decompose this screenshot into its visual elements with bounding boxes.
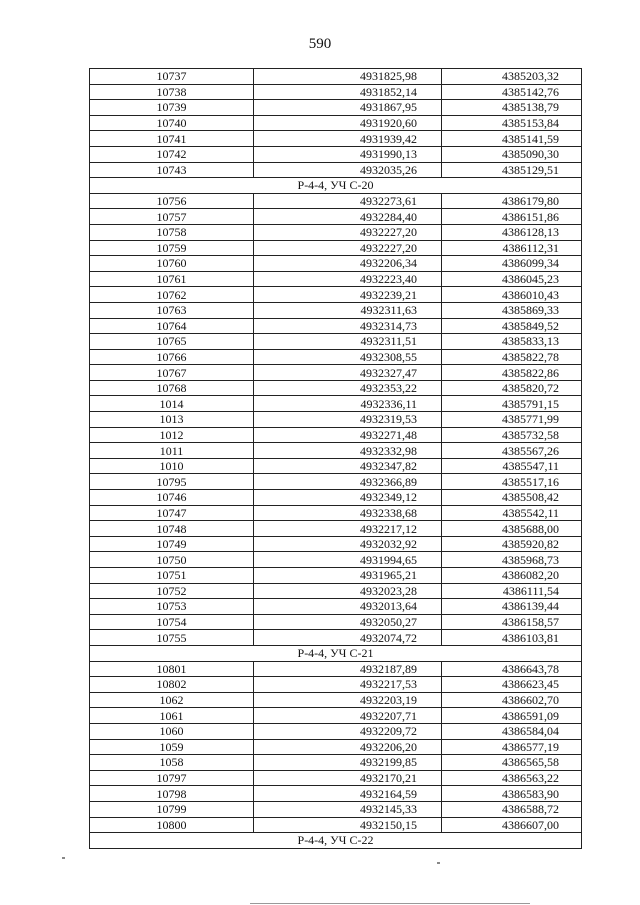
y-coordinate-cell: 4385968,73 (442, 552, 582, 568)
point-number-cell: 10750 (90, 552, 254, 568)
x-coordinate-cell: 4932074,72 (254, 630, 442, 646)
y-coordinate-cell: 4386643,78 (442, 661, 582, 677)
table-row (90, 240, 582, 256)
y-coordinate-cell: 4386139,44 (442, 599, 582, 615)
table-row (90, 817, 582, 833)
point-number-cell: 1013 (90, 412, 254, 428)
y-coordinate-cell: 4386103,81 (442, 630, 582, 646)
point-number-cell: 10742 (90, 146, 254, 162)
point-number-cell: 10738 (90, 84, 254, 100)
y-coordinate-cell: 4386179,80 (442, 193, 582, 209)
x-coordinate-cell: 4932347,82 (254, 458, 442, 474)
point-number-cell: 10797 (90, 770, 254, 786)
point-number-cell: 10737 (90, 69, 254, 85)
table-row (90, 583, 582, 599)
point-number-cell: 1062 (90, 692, 254, 708)
table-row (90, 661, 582, 677)
x-coordinate-cell: 4932332,98 (254, 443, 442, 459)
table-row (90, 256, 582, 272)
x-coordinate-cell: 4931825,98 (254, 69, 442, 85)
y-coordinate-cell: 4385508,42 (442, 490, 582, 506)
x-coordinate-cell: 4932227,20 (254, 240, 442, 256)
point-number-cell: 10801 (90, 661, 254, 677)
y-coordinate-cell: 4385849,52 (442, 318, 582, 334)
scan-edge-line (250, 903, 530, 904)
table-row (90, 100, 582, 116)
y-coordinate-cell: 4386602,70 (442, 692, 582, 708)
y-coordinate-cell: 4386045,23 (442, 271, 582, 287)
x-coordinate-cell: 4932311,63 (254, 302, 442, 318)
y-coordinate-cell: 4386112,31 (442, 240, 582, 256)
point-number-cell: 10766 (90, 349, 254, 365)
point-number-cell: 1010 (90, 458, 254, 474)
x-coordinate-cell: 4932206,20 (254, 739, 442, 755)
y-coordinate-cell: 4386082,20 (442, 568, 582, 584)
x-coordinate-cell: 4932319,53 (254, 412, 442, 428)
x-coordinate-cell: 4931867,95 (254, 100, 442, 116)
y-coordinate-cell: 4385920,82 (442, 536, 582, 552)
x-coordinate-cell: 4932308,55 (254, 349, 442, 365)
coordinates-table (89, 68, 582, 849)
y-coordinate-cell: 4385567,26 (442, 443, 582, 459)
point-number-cell: 10802 (90, 677, 254, 693)
table-row (90, 334, 582, 350)
point-number-cell: 10748 (90, 521, 254, 537)
point-number-cell: 1060 (90, 723, 254, 739)
x-coordinate-cell: 4932013,64 (254, 599, 442, 615)
point-number-cell: 10743 (90, 162, 254, 178)
x-coordinate-cell: 4932209,72 (254, 723, 442, 739)
point-number-cell: 10765 (90, 334, 254, 350)
x-coordinate-cell: 4932207,71 (254, 708, 442, 724)
section-header-row (90, 178, 582, 194)
point-number-cell: 10754 (90, 614, 254, 630)
x-coordinate-cell: 4932217,53 (254, 677, 442, 693)
y-coordinate-cell: 4386623,45 (442, 677, 582, 693)
point-number-cell: 1014 (90, 396, 254, 412)
table-row (90, 224, 582, 240)
point-number-cell: 10767 (90, 365, 254, 381)
x-coordinate-cell: 4932206,34 (254, 256, 442, 272)
table-row (90, 69, 582, 85)
point-number-cell: 10800 (90, 817, 254, 833)
table-row (90, 396, 582, 412)
table-row (90, 474, 582, 490)
table-row (90, 84, 582, 100)
x-coordinate-cell: 4931920,60 (254, 115, 442, 131)
y-coordinate-cell: 4385547,11 (442, 458, 582, 474)
x-coordinate-cell: 4932284,40 (254, 209, 442, 225)
x-coordinate-cell: 4932353,22 (254, 380, 442, 396)
x-coordinate-cell: 4932150,15 (254, 817, 442, 833)
point-number-cell: 10753 (90, 599, 254, 615)
table-row (90, 458, 582, 474)
point-number-cell: 10741 (90, 131, 254, 147)
point-number-cell: 1059 (90, 739, 254, 755)
x-coordinate-cell: 4931965,21 (254, 568, 442, 584)
x-coordinate-cell: 4932032,92 (254, 536, 442, 552)
y-coordinate-cell: 4386565,58 (442, 755, 582, 771)
y-coordinate-cell: 4385771,99 (442, 412, 582, 428)
table-row (90, 443, 582, 459)
point-number-cell: 10768 (90, 380, 254, 396)
table-row (90, 427, 582, 443)
table-row (90, 677, 582, 693)
table-row (90, 162, 582, 178)
y-coordinate-cell: 4385517,16 (442, 474, 582, 490)
x-coordinate-cell: 4932366,89 (254, 474, 442, 490)
table-row (90, 786, 582, 802)
y-coordinate-cell: 4385688,00 (442, 521, 582, 537)
y-coordinate-cell: 4386577,19 (442, 739, 582, 755)
point-number-cell: 10799 (90, 801, 254, 817)
table-row (90, 708, 582, 724)
table-row (90, 614, 582, 630)
table-row (90, 536, 582, 552)
scan-speck (62, 857, 65, 859)
y-coordinate-cell: 4386010,43 (442, 287, 582, 303)
point-number-cell: 10756 (90, 193, 254, 209)
point-number-cell: 10751 (90, 568, 254, 584)
x-coordinate-cell: 4932227,20 (254, 224, 442, 240)
x-coordinate-cell: 4932336,11 (254, 396, 442, 412)
y-coordinate-cell: 4385732,58 (442, 427, 582, 443)
point-number-cell: 10762 (90, 287, 254, 303)
table-row (90, 349, 582, 365)
point-number-cell: 10747 (90, 505, 254, 521)
x-coordinate-cell: 4932145,33 (254, 801, 442, 817)
x-coordinate-cell: 4931852,14 (254, 84, 442, 100)
table-row (90, 801, 582, 817)
x-coordinate-cell: 4932311,51 (254, 334, 442, 350)
table-row (90, 380, 582, 396)
table-row (90, 692, 582, 708)
y-coordinate-cell: 4385542,11 (442, 505, 582, 521)
point-number-cell: 10759 (90, 240, 254, 256)
point-number-cell: 10758 (90, 224, 254, 240)
x-coordinate-cell: 4932349,12 (254, 490, 442, 506)
x-coordinate-cell: 4932327,47 (254, 365, 442, 381)
section-title: Р-4-4, УЧ С-20 (90, 178, 582, 194)
point-number-cell: 1012 (90, 427, 254, 443)
x-coordinate-cell: 4932271,48 (254, 427, 442, 443)
y-coordinate-cell: 4385090,30 (442, 146, 582, 162)
table-row (90, 723, 582, 739)
table-row (90, 209, 582, 225)
x-coordinate-cell: 4932217,12 (254, 521, 442, 537)
x-coordinate-cell: 4932170,21 (254, 770, 442, 786)
point-number-cell: 1058 (90, 755, 254, 771)
x-coordinate-cell: 4931990,13 (254, 146, 442, 162)
y-coordinate-cell: 4386607,00 (442, 817, 582, 833)
y-coordinate-cell: 4385141,59 (442, 131, 582, 147)
x-coordinate-cell: 4932239,21 (254, 287, 442, 303)
point-number-cell: 10795 (90, 474, 254, 490)
x-coordinate-cell: 4931994,65 (254, 552, 442, 568)
table-row (90, 490, 582, 506)
point-number-cell: 1011 (90, 443, 254, 459)
x-coordinate-cell: 4932314,73 (254, 318, 442, 334)
table-row (90, 770, 582, 786)
point-number-cell: 10755 (90, 630, 254, 646)
y-coordinate-cell: 4386588,72 (442, 801, 582, 817)
table-row (90, 552, 582, 568)
scan-speck (437, 862, 440, 864)
y-coordinate-cell: 4385138,79 (442, 100, 582, 116)
y-coordinate-cell: 4385822,86 (442, 365, 582, 381)
point-number-cell: 10798 (90, 786, 254, 802)
y-coordinate-cell: 4385142,76 (442, 84, 582, 100)
table-row (90, 131, 582, 147)
table-row (90, 146, 582, 162)
y-coordinate-cell: 4386151,86 (442, 209, 582, 225)
table-row (90, 318, 582, 334)
point-number-cell: 10757 (90, 209, 254, 225)
table-row (90, 412, 582, 428)
point-number-cell: 10761 (90, 271, 254, 287)
y-coordinate-cell: 4386158,57 (442, 614, 582, 630)
point-number-cell: 10764 (90, 318, 254, 334)
table-row (90, 505, 582, 521)
section-title: Р-4-4, УЧ С-22 (90, 833, 582, 849)
point-number-cell: 10739 (90, 100, 254, 116)
point-number-cell: 1061 (90, 708, 254, 724)
x-coordinate-cell: 4932187,89 (254, 661, 442, 677)
y-coordinate-cell: 4385153,84 (442, 115, 582, 131)
y-coordinate-cell: 4386584,04 (442, 723, 582, 739)
point-number-cell: 10740 (90, 115, 254, 131)
x-coordinate-cell: 4931939,42 (254, 131, 442, 147)
y-coordinate-cell: 4385869,33 (442, 302, 582, 318)
x-coordinate-cell: 4932023,28 (254, 583, 442, 599)
x-coordinate-cell: 4932273,61 (254, 193, 442, 209)
table-row (90, 365, 582, 381)
y-coordinate-cell: 4386111,54 (442, 583, 582, 599)
y-coordinate-cell: 4385822,78 (442, 349, 582, 365)
table-row (90, 739, 582, 755)
x-coordinate-cell: 4932050,27 (254, 614, 442, 630)
point-number-cell: 10746 (90, 490, 254, 506)
x-coordinate-cell: 4932338,68 (254, 505, 442, 521)
table-row (90, 630, 582, 646)
page-number: 590 (308, 36, 332, 52)
point-number-cell: 10749 (90, 536, 254, 552)
y-coordinate-cell: 4385791,15 (442, 396, 582, 412)
table-row (90, 193, 582, 209)
point-number-cell: 10760 (90, 256, 254, 272)
x-coordinate-cell: 4932203,19 (254, 692, 442, 708)
x-coordinate-cell: 4932199,85 (254, 755, 442, 771)
x-coordinate-cell: 4932223,40 (254, 271, 442, 287)
coordinates-table-body (90, 69, 582, 849)
table-row (90, 599, 582, 615)
table-row (90, 302, 582, 318)
point-number-cell: 10763 (90, 302, 254, 318)
table-row (90, 521, 582, 537)
y-coordinate-cell: 4385203,32 (442, 69, 582, 85)
y-coordinate-cell: 4386583,90 (442, 786, 582, 802)
y-coordinate-cell: 4385820,72 (442, 380, 582, 396)
y-coordinate-cell: 4385833,13 (442, 334, 582, 350)
section-header-row (90, 833, 582, 849)
point-number-cell: 10752 (90, 583, 254, 599)
table-row (90, 271, 582, 287)
y-coordinate-cell: 4386099,34 (442, 256, 582, 272)
x-coordinate-cell: 4932164,59 (254, 786, 442, 802)
table-row (90, 568, 582, 584)
y-coordinate-cell: 4386563,22 (442, 770, 582, 786)
y-coordinate-cell: 4386591,09 (442, 708, 582, 724)
table-row (90, 115, 582, 131)
y-coordinate-cell: 4385129,51 (442, 162, 582, 178)
section-header-row (90, 645, 582, 661)
x-coordinate-cell: 4932035,26 (254, 162, 442, 178)
section-title: Р-4-4, УЧ С-21 (90, 645, 582, 661)
table-row (90, 755, 582, 771)
table-row (90, 287, 582, 303)
y-coordinate-cell: 4386128,13 (442, 224, 582, 240)
